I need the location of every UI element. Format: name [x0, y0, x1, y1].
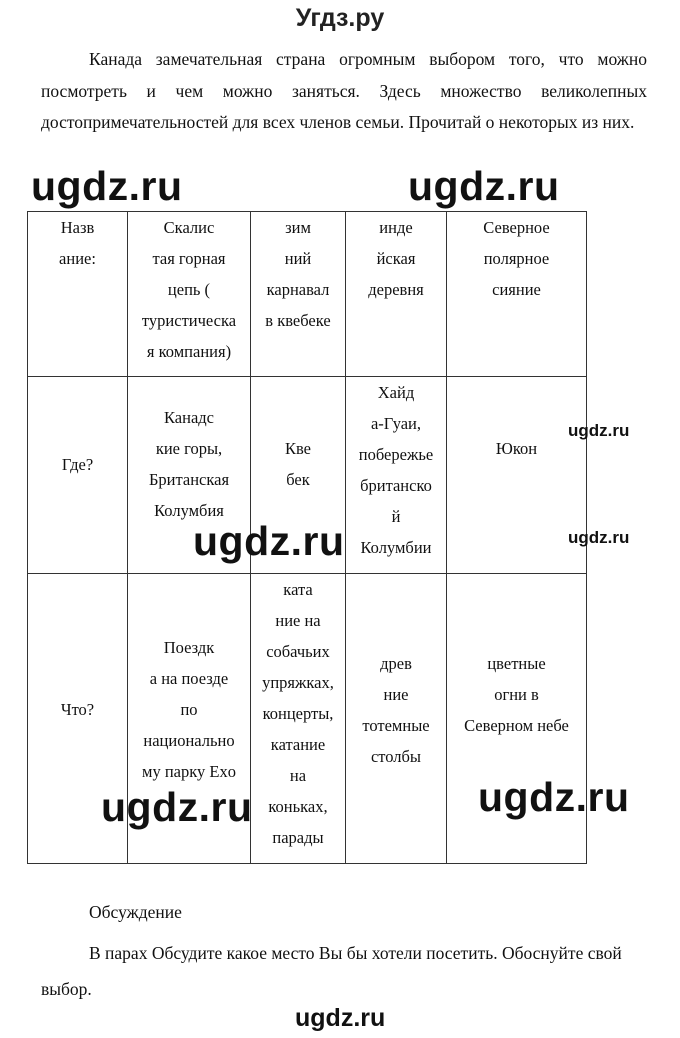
discussion-title: Обсуждение — [89, 902, 182, 922]
watermark: ugdz.ru — [193, 518, 345, 564]
table-cell — [251, 212, 346, 377]
cell-where-rocky: Канадс кие горы, Британская Колумбия — [148, 408, 230, 520]
row-header-where: Где? — [61, 455, 94, 474]
cell-indian-village: инде йская деревня — [368, 218, 424, 299]
watermark: ugdz.ru — [101, 784, 253, 830]
cell-rocky-mountains: Скалис тая горная цепь ( туристическа я компания) — [141, 218, 237, 361]
cell-what-train: Поездк а на поезде по национально му парку Exo — [142, 638, 236, 781]
row-header-cell — [28, 212, 128, 377]
watermark: ugdz.ru — [31, 163, 183, 209]
table-cell — [251, 574, 346, 864]
row-header-what: Что? — [60, 700, 95, 719]
row-header-name: Назв ание: — [59, 218, 96, 268]
watermark: ugdz.ru — [295, 1004, 386, 1032]
row-header-cell — [28, 377, 128, 574]
cell-where-quebec: Кве бек — [284, 439, 312, 489]
discussion-text: В парах Обсудите какое место Вы бы хотели посетить. Обоснуйте свой выбор. — [41, 943, 622, 999]
cell-where-haida: Хайд а-Гуаи, побережье британско й Колумбии — [358, 383, 434, 557]
table-cell — [447, 377, 587, 574]
cell-winter-carnival: зим ний карнавал в квебеке — [265, 218, 331, 330]
watermark: ugdz.ru — [568, 528, 630, 547]
cell-northern-lights: Северное полярное сияние — [483, 218, 550, 299]
intro-text: Канада замечательная страна огромным выбором того, что можно посмотреть и чем можно заняться. Здесь множество великолепных достопримечательностей для всех членов семьи. Прочитай о некоторых из них. — [41, 49, 647, 132]
cell-what-lights: цветные огни в Северном небе — [464, 654, 569, 735]
table-cell — [447, 212, 587, 377]
watermark: ugdz.ru — [568, 421, 630, 440]
cell-what-dog-sled: ката ние на собачьих упряжках, концерты, катание на коньках, парады — [262, 580, 334, 847]
cell-where-yukon: Юкон — [495, 439, 538, 458]
watermark: ugdz.ru — [408, 163, 560, 209]
table-cell — [346, 574, 447, 864]
watermark: ugdz.ru — [478, 774, 630, 820]
discussion-task — [41, 935, 647, 1007]
table-cell — [346, 377, 447, 574]
site-title: Угдз.ру — [295, 4, 385, 32]
table-cell — [346, 212, 447, 377]
intro-paragraph — [41, 44, 647, 139]
cell-what-totem: древ ние тотемные столбы — [362, 654, 430, 766]
table-row-name — [28, 212, 587, 377]
table-cell — [128, 212, 251, 377]
